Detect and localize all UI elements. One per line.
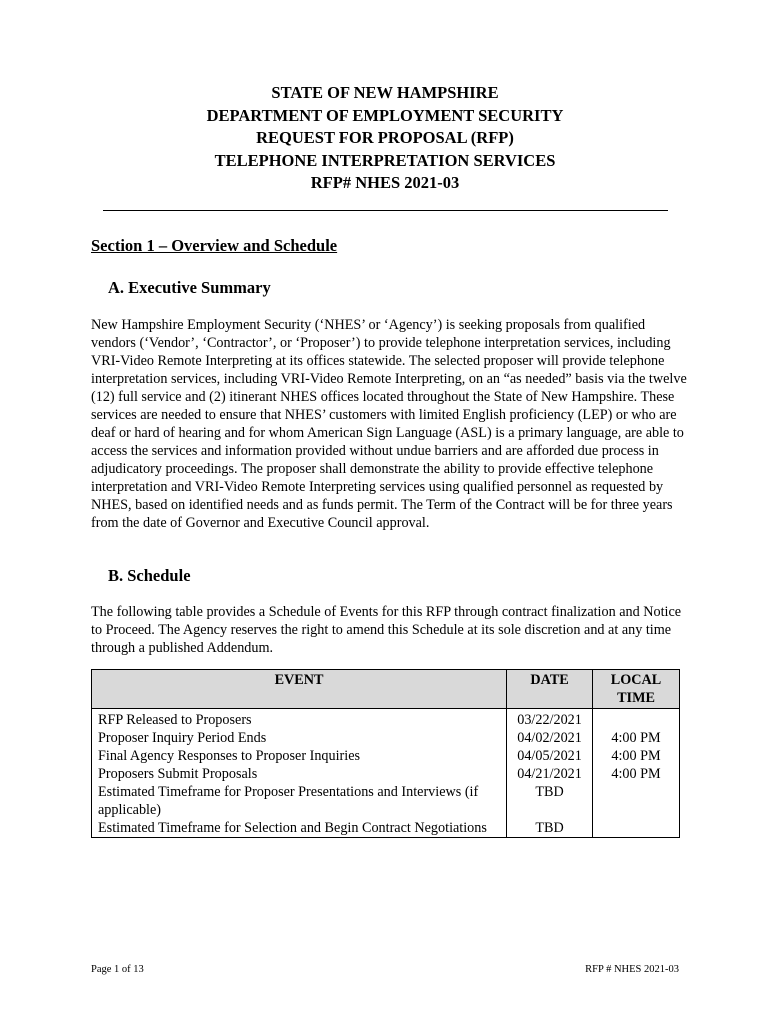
header-service: TELEPHONE INTERPRETATION SERVICES [214, 150, 556, 170]
column-header-event: EVENT [92, 670, 507, 709]
time-cell: 4:00 PM [593, 729, 680, 747]
event-cell: RFP Released to Proposers [92, 709, 507, 730]
section-title: Section 1 – Overview and Schedule [91, 236, 338, 255]
footer-page-number: Page 1 of 13 [91, 964, 144, 975]
column-header-date: DATE [507, 670, 593, 709]
table-row [92, 765, 680, 783]
header-rfp-number: RFP# NHES 2021-03 [310, 173, 460, 192]
executive-summary-heading: A. Executive Summary [108, 278, 271, 297]
table-row [92, 783, 680, 819]
time-cell: 4:00 PM [593, 765, 680, 783]
executive-summary-text: New Hampshire Employment Security (‘NHES’ or ‘Agency’) is seeking proposals from qualified vendors (‘Vendor’, ‘Contractor’, or ‘Proposer’) to provide telephone interpretation services, including VRI-Video Remote Interpreting at its offices statewide. The selected proposer will provide telephone interpretation services, including VRI-Video Remote Interpreting, on an “as needed” basis via the twelve (12) full service and (2) itinerant NHES offices located throughout the State of New Hampshire. These services are needed to ensure that NHES’ customers with limited English proficiency (LEP) or who are deaf or hard of hearing and for whom American Sign Language (ASL) is a primary language, are able to access the services and information provided without undue barriers and are afforded due process in adjudicatory proceedings. The proposer shall demonstrate the ability to provide effective telephone interpretation and VRI-Video Remote Interpreting services using qualified personnel as requested by NHES, based on identified needs and as funds permit. The Term of the Contract will be for three years from the date of Governor and Executive Council approval. [91, 317, 687, 531]
table-row [92, 819, 680, 838]
event-cell: Estimated Timeframe for Selection and Begin Contract Negotiations [92, 819, 507, 838]
schedule-intro-text: The following table provides a Schedule of Events for this RFP through contract finalization and Notice to Proceed. The Agency reserves the right to amend this Schedule at its sole discretion and at any time through a published Addendum. [91, 604, 682, 656]
header-department: DEPARTMENT OF EMPLOYMENT SECURITY [206, 105, 564, 125]
date-cell: 04/05/2021 [507, 747, 593, 765]
document-header [0, 82, 770, 195]
table-row [92, 747, 680, 765]
schedule-table-header-row [92, 670, 680, 709]
time-cell [593, 783, 680, 819]
schedule-table [91, 669, 680, 838]
event-cell: Proposer Inquiry Period Ends [92, 729, 507, 747]
header-divider [103, 210, 668, 211]
date-cell: TBD [507, 819, 593, 838]
footer-rfp-number: RFP # NHES 2021-03 [585, 964, 679, 975]
time-cell [593, 819, 680, 838]
table-row [92, 709, 680, 730]
column-header-local-time: LOCAL TIME [593, 670, 680, 709]
date-cell: 03/22/2021 [507, 709, 593, 730]
date-cell: TBD [507, 783, 593, 819]
header-state: STATE OF NEW HAMPSHIRE [271, 83, 499, 102]
event-cell: Final Agency Responses to Proposer Inquiries [92, 747, 507, 765]
date-cell: 04/02/2021 [507, 729, 593, 747]
header-rfp-type: REQUEST FOR PROPOSAL (RFP) [256, 128, 514, 147]
event-cell: Proposers Submit Proposals [92, 765, 507, 783]
date-cell: 04/21/2021 [507, 765, 593, 783]
time-cell [593, 709, 680, 730]
event-cell: Estimated Timeframe for Proposer Presentations and Interviews (if applicable) [92, 783, 507, 819]
schedule-heading: B. Schedule [108, 566, 191, 585]
table-row [92, 729, 680, 747]
time-cell: 4:00 PM [593, 747, 680, 765]
